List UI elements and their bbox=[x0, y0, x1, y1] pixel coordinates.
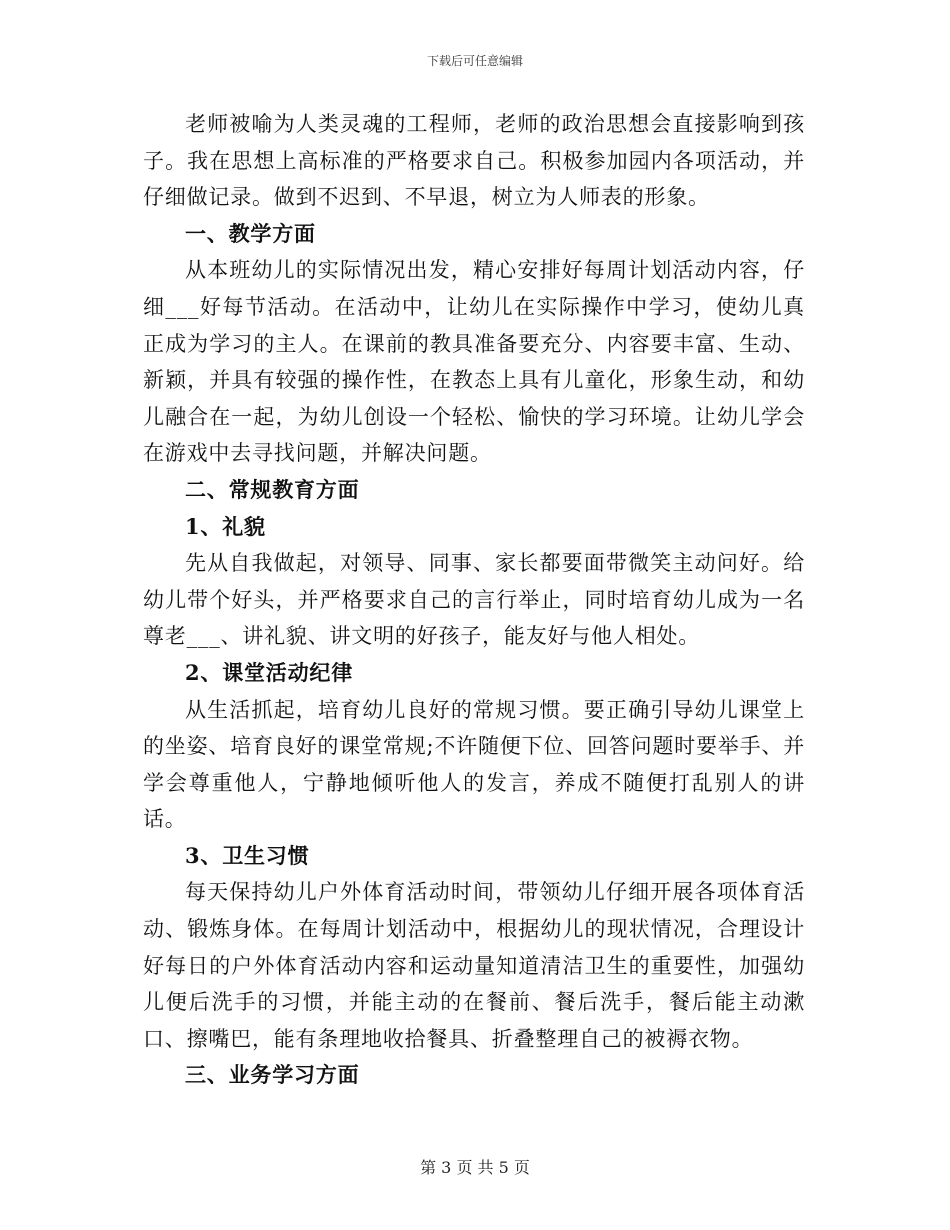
heading-teaching: 一、教学方面 bbox=[185, 220, 316, 246]
paragraph-hygiene: 每天保持幼儿户外体育活动时间，带领幼儿仔细开展各项体育活动、锻炼身体。在每周计划活动中，根据幼儿的现状情况，合理设计好每日的户外体育活动内容和运动量知道清洁卫生的重要性，加强幼儿便后洗手的习惯，并能主动的在餐前、餐后洗手，餐后能主动漱口、擦嘴巴，能有条理地收拾餐具、折叠整理自己的被褥衣物。 bbox=[143, 880, 805, 1051]
paragraph-classroom-discipline: 从生活抓起，培育幼儿良好的常规习惯。要正确引导幼儿课堂上的坐姿、培育良好的课堂常规;不许随便下位、回答问题时要举手、并学会尊重他人，宁静地倾听他人的发言，养成不随便打乱别人的讲话。 bbox=[143, 697, 805, 832]
paragraph-intro: 老师被喻为人类灵魂的工程师，老师的政治思想会直接影响到孩子。我在思想上高标准的严格要求自己。积极参加园内各项活动，并仔细做记录。做到不迟到、不早退，树立为人师表的形象。 bbox=[143, 112, 805, 210]
document-body bbox=[143, 106, 805, 1094]
subheading-manners: 1、礼貌 bbox=[185, 513, 266, 539]
subheading-hygiene: 3、卫生习惯 bbox=[185, 842, 310, 868]
subheading-classroom-discipline: 2、课堂活动纪律 bbox=[185, 659, 354, 685]
heading-routine-education: 二、常规教育方面 bbox=[185, 476, 360, 502]
paragraph-teaching: 从本班幼儿的实际情况出发，精心安排好每周计划活动内容，仔细___好每节活动。在活动中，让幼儿在实际操作中学习，使幼儿真正成为学习的主人。在课前的教具准备要充分、内容要丰富、生动、新颖，并具有较强的操作性，在教态上具有儿童化，形象生动，和幼儿融合在一起，为幼儿创设一个轻松、愉快的学习环境。让幼儿学会在游戏中去寻找问题，并解决问题。 bbox=[143, 258, 805, 466]
paragraph-manners: 先从自我做起，对领导、同事、家长都要面带微笑主动问好。给幼儿带个好头，并严格要求自己的言行举止，同时培育幼儿成为一名尊老___、讲礼貌、讲文明的好孩子，能友好与他人相处。 bbox=[143, 551, 805, 649]
page-footer: 第 3 页 共 5 页 bbox=[420, 1158, 530, 1177]
heading-professional-study: 三、业务学习方面 bbox=[185, 1062, 360, 1088]
page-header: 下载后可任意编辑 bbox=[426, 54, 523, 68]
